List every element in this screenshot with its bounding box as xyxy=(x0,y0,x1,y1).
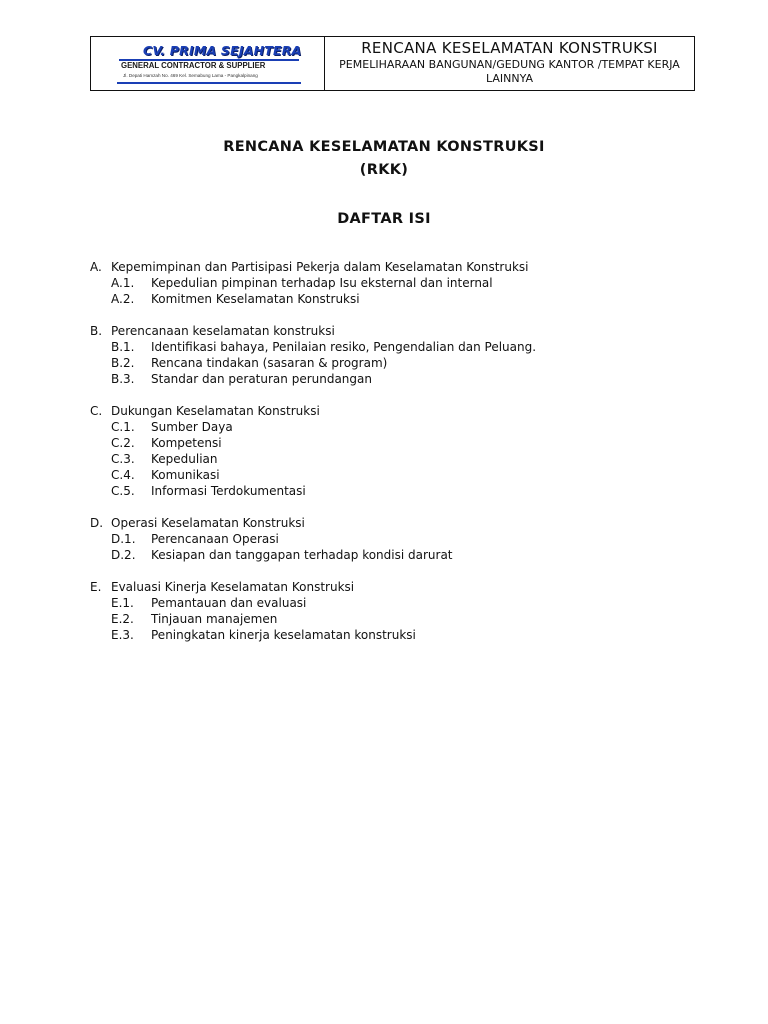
toc-item xyxy=(90,291,710,307)
logo-address: Jl. Depati Hamzah No. 469 Kel. Semabung Lama - Pangkalpinang xyxy=(123,73,258,78)
toc-item-number: C.1. xyxy=(111,420,135,434)
document-header xyxy=(90,36,695,91)
toc-item-number: E.2. xyxy=(111,612,134,626)
toc-item-number: A.2. xyxy=(111,292,135,306)
toc-section xyxy=(90,259,710,307)
toc-section xyxy=(90,403,710,499)
document-title: RENCANA KESELAMATAN KONSTRUKSI xyxy=(223,139,545,155)
toc-section-letter: C. xyxy=(90,404,103,418)
toc-item xyxy=(90,483,710,499)
toc-item xyxy=(90,595,710,611)
toc-item xyxy=(90,467,710,483)
toc-item-text: Sumber Daya xyxy=(151,420,233,434)
toc-item xyxy=(90,627,710,643)
toc-section-heading xyxy=(90,403,710,419)
toc-item xyxy=(90,275,710,291)
logo-cell xyxy=(91,37,325,90)
toc-item xyxy=(90,355,710,371)
toc-item xyxy=(90,451,710,467)
toc-item-text: Kesiapan dan tanggapan terhadap kondisi darurat xyxy=(151,548,453,562)
toc-item-text: Rencana tindakan (sasaran & program) xyxy=(151,356,388,370)
table-of-contents xyxy=(90,259,710,659)
toc-section xyxy=(90,579,710,643)
header-title: RENCANA KESELAMATAN KONSTRUKSI xyxy=(361,39,658,57)
toc-item-text: Pemantauan dan evaluasi xyxy=(151,596,307,610)
company-logo xyxy=(115,43,301,85)
toc-item-text: Informasi Terdokumentasi xyxy=(151,484,306,498)
toc-item-text: Komitmen Keselamatan Konstruksi xyxy=(151,292,360,306)
toc-item xyxy=(90,531,710,547)
toc-item-text: Standar dan peraturan perundangan xyxy=(151,372,372,386)
toc-item xyxy=(90,611,710,627)
toc-item-number: C.3. xyxy=(111,452,135,466)
toc-section-title: Kepemimpinan dan Partisipasi Pekerja dalam Keselamatan Konstruksi xyxy=(111,260,529,274)
toc-section-letter: A. xyxy=(90,260,102,274)
toc-item-text: Identifikasi bahaya, Penilaian resiko, Pengendalian dan Peluang. xyxy=(151,340,537,354)
toc-section-letter: E. xyxy=(90,580,102,594)
toc-section-letter: D. xyxy=(90,516,104,530)
toc-item-number: C.4. xyxy=(111,468,135,482)
toc-item-text: Kompetensi xyxy=(151,436,222,450)
toc-section-heading xyxy=(90,259,710,275)
toc-item xyxy=(90,371,710,387)
logo-tagline: GENERAL CONTRACTOR & SUPPLIER xyxy=(121,61,266,70)
toc-item xyxy=(90,419,710,435)
toc-item-number: C.5. xyxy=(111,484,135,498)
toc-section-title: Evaluasi Kinerja Keselamatan Konstruksi xyxy=(111,580,355,594)
toc-item-number: D.2. xyxy=(111,548,136,562)
toc-section-heading xyxy=(90,579,710,595)
toc-item xyxy=(90,339,710,355)
toc-section xyxy=(90,515,710,563)
toc-item-number: A.1. xyxy=(111,276,135,290)
header-title-cell xyxy=(325,37,694,90)
toc-item-number: B.1. xyxy=(111,340,135,354)
toc-section-title: Perencanaan keselamatan konstruksi xyxy=(111,324,335,338)
toc-section-heading xyxy=(90,515,710,531)
toc-section-title: Operasi Keselamatan Konstruksi xyxy=(111,516,305,530)
header-subtitle: PEMELIHARAAN BANGUNAN/GEDUNG KANTOR /TEMPAT KERJA LAINNYA xyxy=(339,58,680,85)
toc-item-number: B.2. xyxy=(111,356,135,370)
toc-item xyxy=(90,435,710,451)
toc-section-title: Dukungan Keselamatan Konstruksi xyxy=(111,404,320,418)
toc-item-text: Komunikasi xyxy=(151,468,220,482)
toc-item-text: Kepedulian xyxy=(151,452,218,466)
toc-item-number: B.3. xyxy=(111,372,135,386)
toc-item-text: Kepedulian pimpinan terhadap Isu eksternal dan internal xyxy=(151,276,493,290)
toc-item-text: Peningkatan kinerja keselamatan konstruksi xyxy=(151,628,416,642)
toc-section xyxy=(90,323,710,387)
toc-item-text: Tinjauan manajemen xyxy=(151,612,278,626)
document-title-abbrev: (RKK) xyxy=(359,162,409,178)
toc-item-number: D.1. xyxy=(111,532,136,546)
toc-item-number: E.3. xyxy=(111,628,134,642)
toc-item-number: E.1. xyxy=(111,596,134,610)
toc-item xyxy=(90,547,710,563)
toc-item-text: Perencanaan Operasi xyxy=(151,532,279,546)
toc-heading: DAFTAR ISI xyxy=(337,211,431,227)
toc-item-number: C.2. xyxy=(111,436,135,450)
logo-brand: CV. PRIMA SEJAHTERA xyxy=(143,43,302,58)
toc-section-letter: B. xyxy=(90,324,103,338)
logo-underline xyxy=(117,82,301,84)
toc-section-heading xyxy=(90,323,710,339)
